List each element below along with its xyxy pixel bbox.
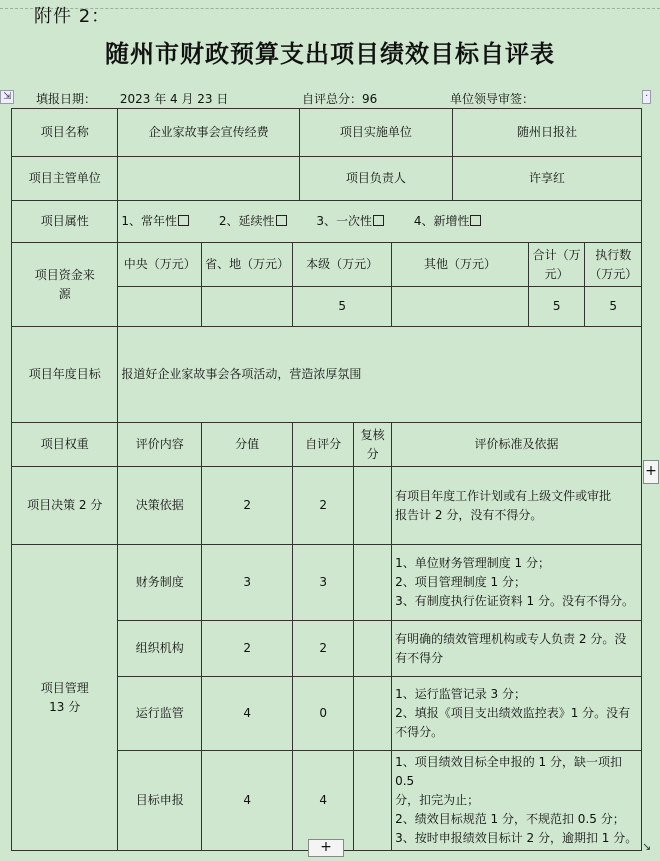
funding-value-total[interactable]: 5 [528,287,584,327]
impl-unit-value[interactable]: 随州日报社 [452,109,641,157]
funding-header-local: 本级（万元） [293,243,392,287]
criteria-line: 1、单位财务管理制度 1 分； [395,556,550,570]
attr-option-3[interactable] [316,212,384,231]
attr-option-2-label: 2、延续性 [218,214,275,228]
management-weight-line1: 项目管理 [40,680,89,695]
criteria-line: 2、项目管理制度 1 分； [395,575,526,589]
mgmt-score-finance: 3 [202,545,293,621]
evaluation-table [11,108,642,851]
criteria-line: 有不得分 [395,650,444,665]
table-move-handle-icon[interactable]: ⇲ [0,90,14,104]
attr-options [118,201,642,243]
mgmt-criteria-org [392,621,642,677]
page-title: 随州市财政预算支出项目绩效目标自评表 [105,39,555,68]
attr-option-4[interactable] [414,212,482,231]
checkbox-icon[interactable] [276,215,287,226]
attr-option-2[interactable] [219,212,287,231]
criteria-line: 2、绩效目标规范 1 分，不规范扣 0.5 分； [395,812,625,826]
attachment-label: 附件 2： [34,6,111,27]
funding-value-executed[interactable]: 5 [585,287,642,327]
decision-criteria [392,467,642,545]
self-score-label: 自评总分： [302,92,363,106]
project-name-label: 项目名称 [12,109,118,157]
mgr-unit-value[interactable] [118,157,299,201]
mgmt-self-score-declaration[interactable]: 4 [293,751,354,851]
resize-handle-icon[interactable]: ↘ [642,840,652,853]
mgmt-score-declaration: 4 [202,751,293,851]
eval-header-score: 分值 [202,423,293,467]
decision-criteria-line: 报告计 2 分，没有不得分。 [395,507,543,522]
funding-label [12,243,118,327]
leader-sign-label: 单位领导审签： [450,92,535,106]
mgmt-criteria-finance [392,545,642,621]
mgmt-content-org: 组织机构 [118,621,202,677]
annual-goal-label: 项目年度目标 [12,327,118,423]
project-name-value[interactable]: 企业家故事会宣传经费 [118,109,299,157]
eval-header-self-score: 自评分 [293,423,354,467]
criteria-line: 有明确的绩效管理机构或专人负责 2 分。没 [395,631,627,646]
person-label: 项目负责人 [299,157,452,201]
funding-header-province: 省、地（万元） [202,243,293,287]
funding-header-central: 中央（万元） [118,243,202,287]
funding-label-text: 项目资金来源 [34,267,95,301]
criteria-line: 不得分。 [395,725,444,739]
add-column-button[interactable]: + [643,460,659,484]
attr-option-4-label: 4、新增性 [413,214,470,228]
eval-header-review: 复核分 [354,423,392,467]
attr-option-1-label: 1、常年性 [121,214,178,228]
management-weight-line2: 13 分 [49,699,81,714]
criteria-line: 2、填报《项目支出绩效监控表》1 分。没有 [395,706,631,720]
funding-value-local[interactable]: 5 [293,287,392,327]
self-score-total [302,90,377,107]
mgmt-content-finance: 财务制度 [118,545,202,621]
eval-header-weight: 项目权重 [12,423,118,467]
eval-header-criteria: 评价标准及依据 [392,423,642,467]
attr-option-1[interactable] [121,212,189,231]
mgmt-self-score-supervision[interactable]: 0 [293,677,354,751]
mgmt-criteria-declaration [392,751,642,851]
checkbox-icon[interactable] [373,215,384,226]
self-score-value: 96 [362,92,378,106]
mgmt-review-supervision[interactable] [354,677,392,751]
mgmt-self-score-org[interactable]: 2 [293,621,354,677]
column-marker-icon: · [642,90,651,104]
fill-date-label: 填报日期： [36,92,97,106]
criteria-line: 3、按时申报绩效目标计 2 分，逾期扣 1 分。 [395,831,638,845]
decision-review[interactable] [354,467,392,545]
checkbox-icon[interactable] [470,215,481,226]
mgmt-review-org[interactable] [354,621,392,677]
fill-date-value: 2023 年 4 月 23 日 [119,92,229,106]
funding-value-other[interactable] [392,287,529,327]
mgr-unit-label: 项目主管单位 [12,157,118,201]
decision-score: 2 [202,467,293,545]
decision-weight: 项目决策 2 分 [12,467,118,545]
funding-header-executed: 执行数（万元） [585,243,642,287]
mgmt-self-score-finance[interactable]: 3 [293,545,354,621]
funding-value-province[interactable] [202,287,293,327]
funding-header-other: 其他（万元） [392,243,529,287]
checkbox-icon[interactable] [178,215,189,226]
decision-content: 决策依据 [118,467,202,545]
eval-header-content: 评价内容 [118,423,202,467]
mgmt-criteria-supervision [392,677,642,751]
mgmt-score-supervision: 4 [202,677,293,751]
add-row-button[interactable]: + [308,839,344,857]
annual-goal-value[interactable]: 报道好企业家故事会各项活动，营造浓厚氛围 [118,327,642,423]
decision-criteria-line: 有项目年度工作计划或有上级文件或审批 [395,488,612,503]
mgmt-content-declaration: 目标申报 [118,751,202,851]
criteria-line: 分，扣完为止； [395,793,480,807]
management-weight [12,545,118,851]
person-value[interactable]: 许享红 [452,157,641,201]
attr-label: 项目属性 [12,201,118,243]
mgmt-content-supervision: 运行监管 [118,677,202,751]
decision-self-score[interactable]: 2 [293,467,354,545]
criteria-line: 1、运行监管记录 3 分； [395,687,526,701]
attr-option-3-label: 3、一次性 [316,214,372,228]
fill-date [36,90,228,107]
criteria-line: 3、有制度执行佐证资料 1 分。没有不得分。 [395,594,634,608]
mgmt-review-finance[interactable] [354,545,392,621]
mgmt-score-org: 2 [202,621,293,677]
criteria-line: 1、项目绩效目标全申报的 1 分，缺一项扣 0.5 [395,755,622,788]
funding-value-central[interactable] [118,287,202,327]
funding-header-total: 合计（万元） [528,243,584,287]
impl-unit-label: 项目实施单位 [299,109,452,157]
mgmt-review-declaration[interactable] [354,751,392,851]
